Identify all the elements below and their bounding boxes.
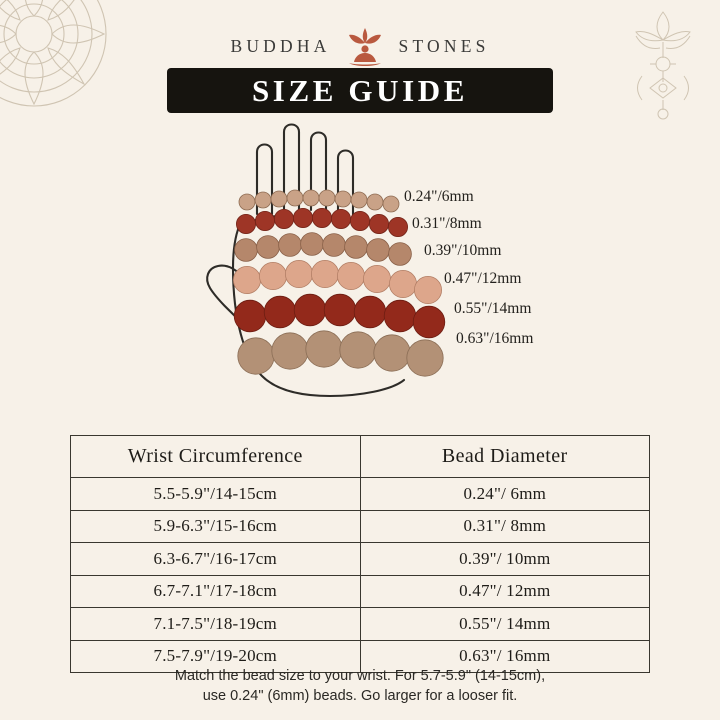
footer-note-line-1: Match the bead size to your wrist. For 5.7-5.9" (14-15cm),	[174, 668, 546, 684]
size-table	[70, 435, 650, 673]
cell-bead: 0.24"/ 6mm	[360, 478, 650, 511]
page-title-banner	[167, 68, 553, 113]
footer-note-line-2: use 0.24" (6mm) beads. Go larger for a looser fit.	[202, 688, 518, 704]
cell-wrist: 7.1-7.5"/18-19cm	[71, 608, 361, 641]
cell-wrist: 6.3-6.7"/16-17cm	[71, 543, 361, 576]
bead-label-8mm: 0.31"/8mm	[412, 215, 482, 232]
bead-label-10mm: 0.39"/10mm	[424, 242, 502, 259]
cell-wrist: 5.5-5.9"/14-15cm	[71, 478, 361, 511]
brand-lockup	[0, 24, 720, 68]
bead-label-6mm: 0.24"/6mm	[404, 188, 474, 205]
brand-word-left: BUDDHA	[230, 35, 331, 56]
table-row	[71, 510, 650, 543]
lotus-figure-icon	[345, 24, 385, 68]
page-title: SIZE GUIDE	[251, 72, 469, 108]
bead-label-12mm: 0.47"/12mm	[444, 270, 522, 287]
bracelet-row-16mm	[238, 331, 443, 376]
cell-bead: 0.55"/ 14mm	[360, 608, 650, 641]
cell-bead: 0.39"/ 10mm	[360, 543, 650, 576]
cell-bead: 0.47"/ 12mm	[360, 575, 650, 608]
footer-note	[0, 666, 720, 706]
bracelet-row-8mm	[236, 208, 407, 236]
cell-wrist: 7.5-7.9"/19-20cm	[71, 640, 361, 673]
table-header-row	[71, 436, 650, 478]
bracelet-row-14mm	[234, 294, 445, 338]
size-table-wrap	[70, 435, 650, 673]
table-row	[71, 543, 650, 576]
table-header-wrist: Wrist Circumference	[71, 436, 361, 478]
cell-bead: 0.63"/ 16mm	[360, 640, 650, 673]
brand-word-right: STONES	[398, 35, 490, 56]
hand-bracelet-illustration	[0, 118, 720, 423]
cell-wrist: 5.9-6.3"/15-16cm	[71, 510, 361, 543]
bead-label-16mm: 0.63"/16mm	[456, 330, 534, 347]
table-header-bead: Bead Diameter	[360, 436, 650, 478]
table-row	[71, 608, 650, 641]
cell-wrist: 6.7-7.1"/17-18cm	[71, 575, 361, 608]
table-row	[71, 478, 650, 511]
table-row	[71, 575, 650, 608]
cell-bead: 0.31"/ 8mm	[360, 510, 650, 543]
bead-label-14mm: 0.55"/14mm	[454, 300, 532, 317]
